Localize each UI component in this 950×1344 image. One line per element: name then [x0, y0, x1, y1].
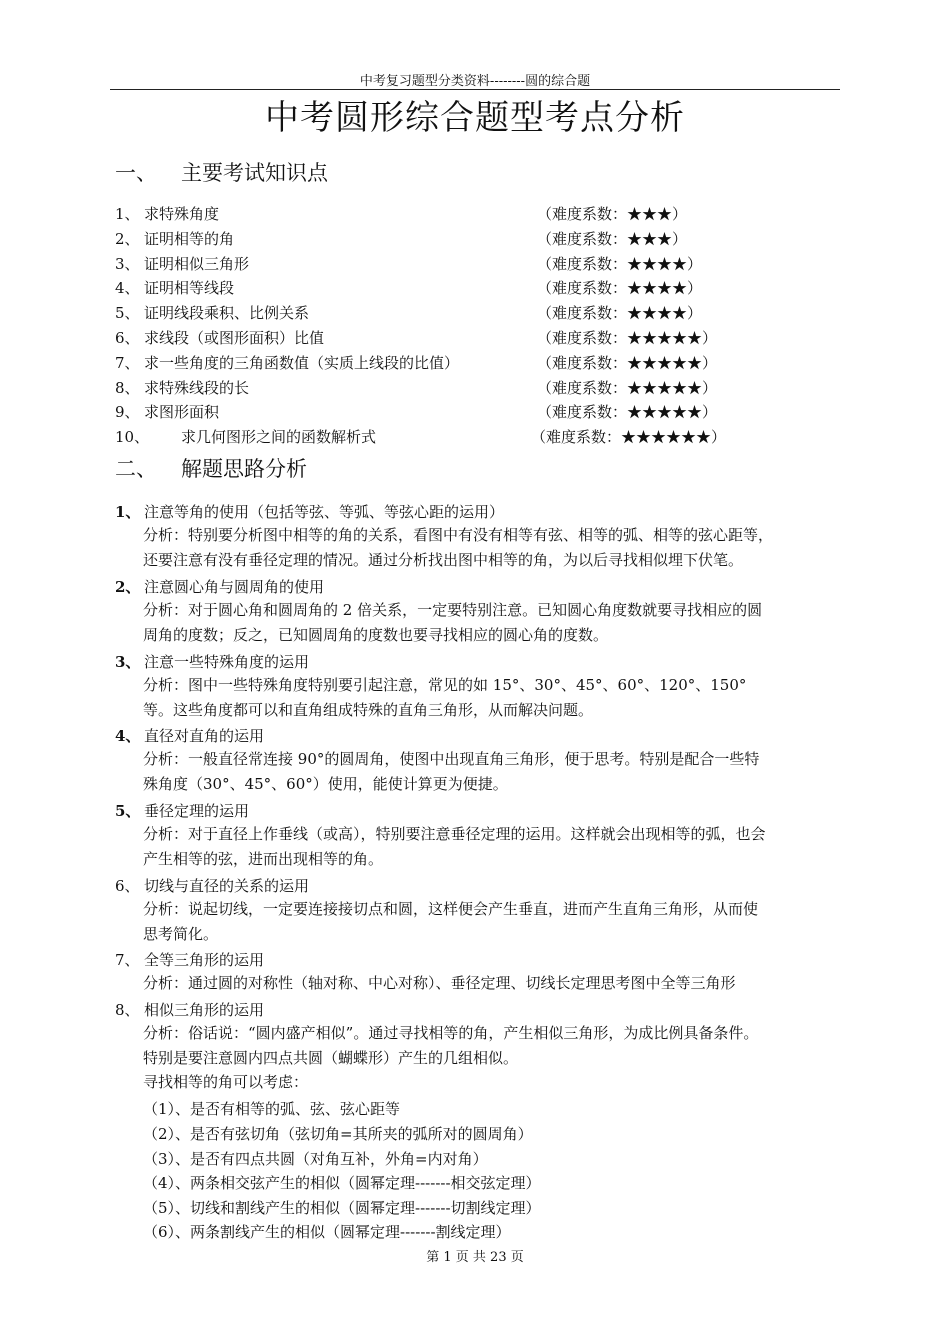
analysis-paragraph: [143, 971, 843, 996]
knowledge-point-item: [115, 203, 875, 223]
analysis-paragraph: [143, 598, 843, 647]
paragraph-line: 分析：特别要分析图中相等的角的关系，看图中有没有相等有弦、相等的弧、相等的弦心距等，: [143, 526, 774, 544]
knowledge-point-item: [115, 352, 875, 372]
paragraph-line: 周角的度数；反之，已知圆周角的度数也要寻找相应的圆心角的度数。: [143, 625, 609, 644]
difficulty-rating: （难度系数：★★★★★）: [537, 329, 718, 347]
item-label: 求特殊角度: [144, 205, 220, 223]
paragraph-line: 特别是要注意圆内四点共圆（蝴蝶形）产生的几组相似。: [143, 1048, 519, 1067]
item-number: 3、: [115, 653, 141, 671]
sub-item: （5）、切线和割线产生的相似（圆幂定理-------切割线定理）: [143, 1199, 541, 1217]
difficulty-rating: （难度系数：★★★★）: [537, 279, 703, 297]
paragraph-line: 分析：俗话说：“圆内盛产相似”。通过寻找相等的角，产生相似三角形，为成比例具备条件。: [143, 1024, 759, 1042]
item-number: 6、: [115, 329, 140, 347]
paragraph-line: 分析：对于圆心角和圆周角的 2 倍关系，一定要特别注意。已知圆心角度数就要寻找相应的圆: [143, 601, 763, 619]
item-title: 直径对直角的运用: [144, 727, 265, 745]
difficulty-rating: （难度系数：★★★★★）: [537, 379, 718, 397]
item-number: 7、: [115, 354, 140, 372]
paragraph-line: 产生相等的弦，进而出现相等的角。: [143, 849, 384, 868]
page-footer: 第 1 页 共 23 页: [426, 1250, 524, 1265]
section-2-title: 解题思路分析: [181, 457, 307, 481]
item-number: 3、: [115, 255, 140, 273]
analysis-paragraph: [143, 822, 843, 871]
item-title: 全等三角形的运用: [144, 951, 265, 969]
item-title: 注意等角的使用（包括等弦、等弧、等弦心距的运用）: [144, 503, 505, 521]
sub-item: （3）、是否有四点共圆（对角互补，外角=内对角）: [143, 1150, 488, 1168]
item-label: 证明线段乘积、比例关系: [144, 304, 310, 322]
item-number: 4、: [115, 727, 141, 745]
knowledge-point-item: [115, 377, 875, 397]
difficulty-rating: （难度系数：★★★★★）: [537, 354, 718, 372]
paragraph-line: 思考简化。: [143, 924, 219, 943]
knowledge-point-item: [115, 228, 875, 248]
knowledge-point-item: [115, 302, 875, 322]
difficulty-rating: （难度系数：★★★★★★）: [531, 428, 727, 446]
item-label: 证明相似三角形: [144, 255, 250, 273]
item-number: 7、: [115, 951, 140, 969]
section-2-number: 二、: [115, 457, 157, 481]
item-title: 注意一些特殊角度的运用: [144, 653, 310, 671]
analysis-paragraph: [143, 897, 843, 946]
section-1-number: 一、: [115, 161, 157, 185]
analysis-paragraph: [143, 673, 843, 722]
item-label: 证明相等线段: [144, 279, 235, 297]
paragraph-line: 分析：通过圆的对称性（轴对称、中心对称）、垂径定理、切线长定理思考图中全等三角形: [143, 974, 736, 992]
item-number: 1、: [115, 205, 140, 223]
item-title: 垂径定理的运用: [144, 802, 250, 820]
item-label: 求线段（或图形面积）比值: [144, 329, 325, 347]
knowledge-point-item: [115, 327, 875, 347]
difficulty-rating: （难度系数：★★★）: [537, 230, 688, 248]
paragraph-line: 寻找相等的角可以考虑：: [143, 1073, 309, 1091]
paragraph-line: 分析：图中一些特殊角度特别要引起注意，常见的如 15°、30°、45°、60°、120°、150°: [143, 676, 747, 694]
running-header: 中考复习题型分类资料--------圆的综合题: [359, 74, 591, 89]
difficulty-rating: （难度系数：★★★★）: [537, 304, 703, 322]
paragraph-line: 殊角度（30°、45°、60°）使用，能使计算更为便捷。: [143, 774, 508, 793]
item-title: 切线与直径的关系的运用: [144, 877, 310, 895]
item-number: 10、: [115, 428, 150, 446]
item-label: 求一些角度的三角函数值（实质上线段的比值）: [144, 354, 460, 372]
difficulty-rating: （难度系数：★★★★★）: [537, 403, 718, 421]
item-number: 4、: [115, 279, 140, 297]
page-title: 中考圆形综合题型考点分析: [265, 98, 685, 138]
analysis-paragraph: [143, 523, 843, 572]
section-2-heading: [115, 453, 307, 483]
item-number: 2、: [115, 578, 141, 596]
paragraph-line: 分析：对于直径上作垂线（或高），特别要注意垂径定理的运用。这样就会出现相等的弧，也会: [143, 825, 766, 843]
item-label: 求图形面积: [144, 403, 220, 421]
knowledge-point-item: [115, 277, 875, 297]
sub-item: （4）、两条相交弦产生的相似（圆幂定理-------相交弦定理）: [143, 1174, 541, 1192]
item-number: 2、: [115, 230, 140, 248]
item-number: 6、: [115, 877, 140, 895]
item-title: 相似三角形的运用: [144, 1001, 265, 1019]
paragraph-line: 还要注意有没有垂径定理的情况。通过分析找出图中相等的角，为以后寻找相似埋下伏笔。: [143, 550, 744, 569]
sub-item: （2）、是否有弦切角（弦切角=其所夹的弧所对的圆周角）: [143, 1125, 533, 1143]
item-number: 1、: [115, 503, 141, 521]
item-title: 注意圆心角与圆周角的使用: [144, 578, 325, 596]
analysis-paragraph: [143, 747, 843, 796]
item-label: 证明相等的角: [144, 230, 235, 248]
item-number: 5、: [115, 802, 141, 820]
knowledge-point-item: [115, 401, 875, 421]
item-number: 8、: [115, 1001, 140, 1019]
sub-item: （1）、是否有相等的弧、弦、弦心距等: [143, 1100, 401, 1118]
section-1-title: 主要考试知识点: [181, 161, 328, 185]
paragraph-line: 等。这些角度都可以和直角组成特殊的直角三角形，从而解决问题。: [143, 700, 594, 719]
item-number: 9、: [115, 403, 140, 421]
knowledge-point-item: [115, 253, 875, 273]
section-1-heading: [115, 157, 328, 187]
paragraph-line: 分析：说起切线，一定要连接接切点和圆，这样便会产生垂直，进而产生直角三角形，从而使: [143, 900, 759, 918]
item-number: 5、: [115, 304, 140, 322]
item-label: 求几何图形之间的函数解析式: [181, 428, 377, 446]
difficulty-rating: （难度系数：★★★）: [537, 205, 688, 223]
knowledge-point-item: [115, 426, 875, 446]
item-number: 8、: [115, 379, 140, 397]
item-label: 求特殊线段的长: [144, 379, 250, 397]
sub-item: （6）、两条割线产生的相似（圆幂定理-------割线定理）: [143, 1223, 511, 1241]
analysis-paragraph: [143, 1021, 843, 1095]
paragraph-line: 分析：一般直径常连接 90°的圆周角，使图中出现直角三角形，便于思考。特别是配合一些特: [143, 750, 760, 768]
difficulty-rating: （难度系数：★★★★）: [537, 255, 703, 273]
